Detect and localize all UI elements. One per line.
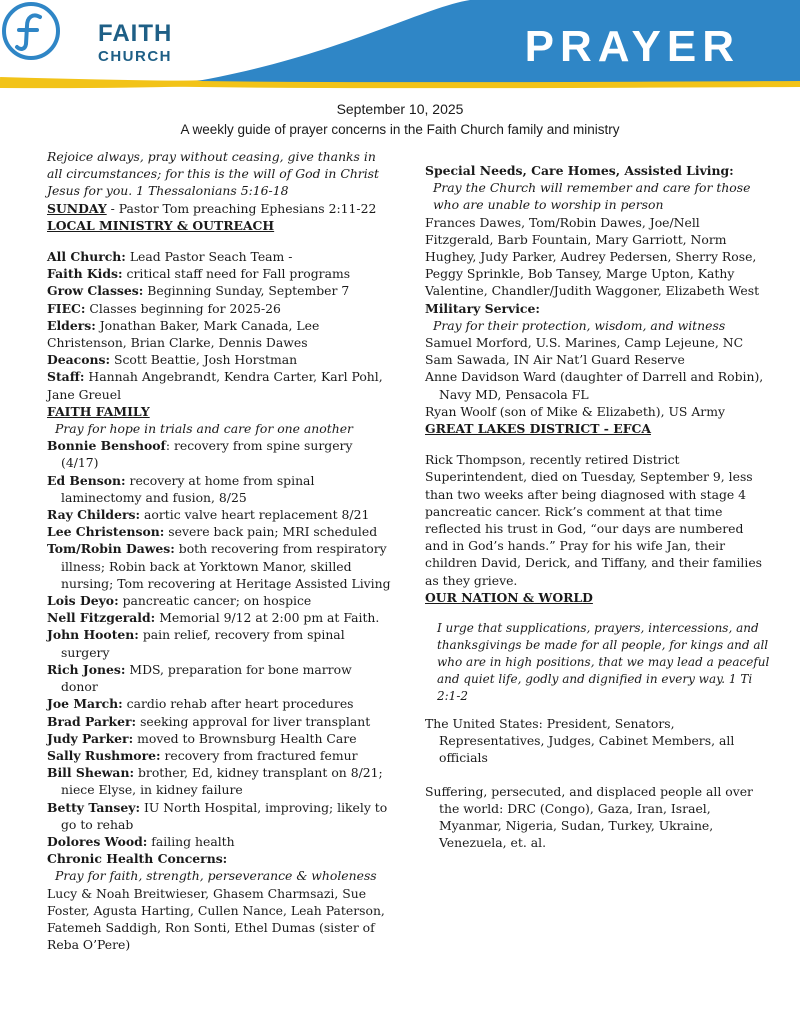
list-item <box>47 661 392 695</box>
item-text: both recovering from respiratory illness; Robin back at Yorktown Manor, skilled nursing; Tom recovering at Heritage Assisted Living <box>61 541 391 591</box>
list-item <box>47 368 392 402</box>
list-item <box>47 764 392 798</box>
item-label: Ray Childers: <box>47 507 141 523</box>
list-item <box>47 472 392 506</box>
chronic-health-names: Lucy & Noah Breitwieser, Ghasem Charmsazi, Sue Foster, Agusta Harting, Cullen Nance, Leah Paterson, Fatemeh Saddigh, Ron Sonti, Ethel Dumas (sister of Reba O’Pere) <box>47 885 385 953</box>
item-text: Hannah Angebrandt, Kendra Carter, Karl Pohl, Jane Greuel <box>47 369 383 402</box>
list-item: Anne Davidson Ward (daughter of Darrell and Robin), Navy MD, Pensacola FL <box>425 369 764 402</box>
special-needs-prayer: Pray the Church will remember and care for those who are unable to worship in person <box>433 180 751 213</box>
list-item <box>47 248 392 265</box>
item-label: Grow Classes: <box>47 283 144 299</box>
item-label: Bonnie Benshoof <box>47 438 166 454</box>
brand-name <box>98 22 172 64</box>
sunday-line <box>47 200 392 217</box>
item-label: Judy Parker: <box>47 730 134 746</box>
district-heading: GREAT LAKES DISTRICT - EFCA <box>425 421 651 437</box>
sunday-label: SUNDAY <box>47 200 107 216</box>
list-item <box>47 626 392 660</box>
item-text: seeking approval for liver transplant <box>136 713 371 729</box>
list-item <box>47 695 392 712</box>
item-text: Lead Pastor Seach Team - <box>125 249 293 265</box>
header-banner <box>0 0 800 92</box>
list-item <box>47 351 392 368</box>
brand-line-1: FAITH <box>98 20 173 47</box>
list-item <box>47 540 392 592</box>
item-label: Sally Rushmore: <box>47 747 161 763</box>
opening-verse: Rejoice always, pray without ceasing, give thanks in all circumstances; for this is the will of God in Christ Jesus for you. 1 Thessalonians 5:16-18 <box>47 149 380 199</box>
list-item <box>47 523 392 540</box>
sunday-text: - Pastor Tom preaching Ephesians 2:11-22 <box>106 200 377 216</box>
list-item <box>47 609 392 626</box>
item-label: All Church: <box>47 249 126 265</box>
item-label: Lee Christenson: <box>47 524 165 540</box>
item-label: Tom/Robin Dawes: <box>47 541 175 557</box>
church-logo-icon <box>0 0 62 62</box>
faith-family-heading: FAITH FAMILY <box>47 403 150 419</box>
item-label: Staff: <box>47 369 85 385</box>
chronic-health-heading: Chronic Health Concerns: <box>47 851 228 867</box>
list-item: Sam Sawada, IN Air Nat’l Guard Reserve <box>425 352 685 368</box>
brand-line-2: CHURCH <box>98 48 172 65</box>
list-item <box>47 506 392 523</box>
list-item <box>47 799 392 833</box>
list-item <box>47 317 392 351</box>
item-text: pain relief, recovery from spinal surgery <box>61 627 345 660</box>
item-label: Ed Benson: <box>47 472 126 488</box>
list-item <box>47 282 392 299</box>
bulletin-subtitle: A weekly guide of prayer concerns in the Faith Church family and ministry <box>180 122 620 137</box>
item-text: recovery from fractured femur <box>160 747 358 763</box>
list-item <box>47 300 392 317</box>
list-item <box>47 747 392 764</box>
nation-us-officials: The United States: President, Senators, Representatives, Judges, Cabinet Members, all officials <box>425 716 735 766</box>
nation-world-heading: OUR NATION & WORLD <box>425 589 593 605</box>
item-text: IU North Hospital, improving; likely to go to rehab <box>61 799 388 832</box>
list-item <box>47 730 392 747</box>
nation-suffering-people: Suffering, persecuted, and displaced people all over the world: DRC (Congo), Gaza, Iran, Israel, Myanmar, Nigeria, Sudan, Turkey, Ukraine, Venezuela, et. al. <box>425 783 753 851</box>
item-label: John Hooten: <box>47 627 139 643</box>
item-label: FIEC: <box>47 300 86 316</box>
item-label: Elders: <box>47 317 96 333</box>
item-text: critical staff need for Fall programs <box>122 266 351 282</box>
item-label: Deacons: <box>47 352 111 368</box>
item-label: Nell Fitzgerald: <box>47 610 156 626</box>
item-label: Joe March: <box>47 696 123 712</box>
special-needs-names: Frances Dawes, Tom/Robin Dawes, Joe/Nell Fitzgerald, Barb Fountain, Mary Garriott, Norm Hughey, Judy Parker, Audrey Pedersen, Sherry Rose, Peggy Sprinkle, Bob Tansey, Marge Upton, Kathy Valentine, Chandler/Judith Waggoner, Elizabeth West <box>425 214 760 299</box>
list-item <box>47 437 392 471</box>
list-item <box>47 592 392 609</box>
item-label: Brad Parker: <box>47 713 137 729</box>
list-item <box>47 833 392 850</box>
military-heading: Military Service: <box>425 300 540 316</box>
faith-family-list <box>47 437 392 850</box>
item-text: brother, Ed, kidney transplant on 8/21; niece Elyse, in kidney failure <box>61 765 383 798</box>
item-text: Scott Beattie, Josh Horstman <box>110 352 298 368</box>
right-column <box>425 162 770 852</box>
military-list <box>425 334 770 420</box>
military-prayer: Pray for their protection, wisdom, and witness <box>433 317 726 333</box>
nation-world-scripture: I urge that supplications, prayers, intercessions, and thanksgivings be made for all people, for kings and all who are in high positions, that we may lead a peaceful and quiet life, godly and dignified in every way. 1 Ti 2:1-2 <box>437 621 770 704</box>
item-text: pancreatic cancer; on hospice <box>118 593 312 609</box>
item-text: moved to Brownsburg Health Care <box>133 730 357 746</box>
item-text: Jonathan Baker, Mark Canada, Lee Christenson, Brian Clarke, Dennis Dawes <box>47 317 320 351</box>
item-text: MDS, preparation for bone marrow donor <box>61 661 352 695</box>
item-label: Bill Shewan: <box>47 765 135 781</box>
item-text: Memorial 9/12 at 2:00 pm at Faith. <box>155 610 380 626</box>
special-needs-heading: Special Needs, Care Homes, Assisted Living: <box>425 163 734 178</box>
item-text: recovery at home from spinal laminectomy and fusion, 8/25 <box>61 472 315 505</box>
page-title: PRAYER <box>524 22 740 71</box>
item-text: Beginning Sunday, September 7 <box>143 283 350 299</box>
list-item <box>47 713 392 730</box>
item-label: Betty Tansey: <box>47 799 141 815</box>
list-item: Samuel Morford, U.S. Marines, Camp Lejeune, NC <box>425 335 744 351</box>
district-text: Rick Thompson, recently retired District Superintendent, died on Tuesday, September 9, less than two weeks after being diagnosed with stage 4 pancreatic cancer. Rick’s comment at that time reflected his trust in God, “our days are numbered and in God’s hands.” Pray for his wife Jan, their children David, Derick, and Tiffany, and their families as they grieve. <box>425 452 763 588</box>
list-item: Ryan Woolf (son of Mike & Elizabeth), US Army <box>425 403 725 419</box>
item-label: Dolores Wood: <box>47 833 148 849</box>
item-text: severe back pain; MRI scheduled <box>164 524 378 540</box>
item-text: aortic valve heart replacement 8/21 <box>140 507 370 523</box>
list-item <box>47 265 392 282</box>
chronic-health-prayer: Pray for faith, strength, perseverance & wholeness <box>55 868 377 884</box>
local-ministry-list <box>47 248 392 403</box>
item-label: Lois Deyo: <box>47 593 119 609</box>
item-text: Classes beginning for 2025-26 <box>85 300 281 316</box>
bulletin-date: September 10, 2025 <box>336 101 464 117</box>
faith-family-prayer: Pray for hope in trials and care for one another <box>55 421 353 437</box>
item-text: failing health <box>147 833 235 849</box>
item-text: : recovery from spine surgery (4/17) <box>61 438 353 471</box>
item-label: Rich Jones: <box>47 661 126 677</box>
item-label: Faith Kids: <box>47 266 123 282</box>
left-column <box>47 148 392 953</box>
local-ministry-heading: LOCAL MINISTRY & OUTREACH <box>47 217 275 233</box>
item-text: cardio rehab after heart procedures <box>122 696 354 712</box>
